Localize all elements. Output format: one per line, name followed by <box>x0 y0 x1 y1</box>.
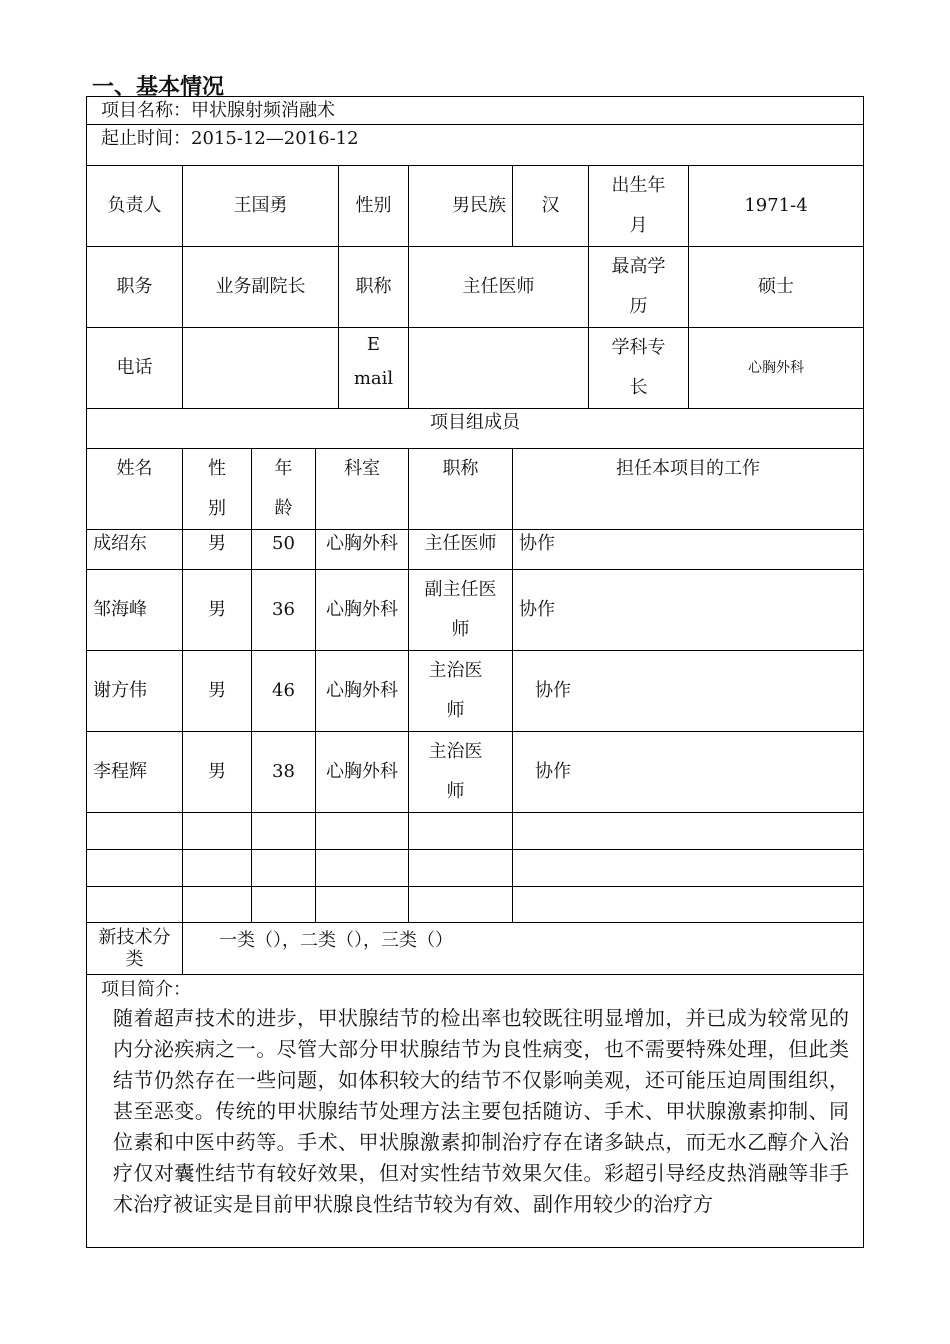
member-title: 主治医师 <box>409 732 513 813</box>
member-age: 50 <box>252 530 316 570</box>
project-name: 项目名称：甲状腺射频消融术 <box>87 97 864 125</box>
label-leader: 负责人 <box>87 166 183 247</box>
header-role: 担任本项目的工作 <box>513 449 864 530</box>
label-birth: 出生年月 <box>589 166 689 247</box>
header-name: 姓名 <box>87 449 183 530</box>
member-age: 46 <box>252 651 316 732</box>
leader-degree: 硕士 <box>689 247 864 328</box>
intro-cell <box>87 975 864 1248</box>
intro-paragraph: 随着超声技术的进步，甲状腺结节的检出率也较既往明显增加，并已成为较常见的内分泌疾病之一。尽管大部分甲状腺结节为良性病变，也不需要特殊处理，但此类结节仍然存在一些问题，如体积较大的结节不仅影响美观，还可能压迫周围组织，甚至恶变。传统的甲状腺结节处理方法主要包括随访、手术、甲状腺激素抑制、同位素和中医中药等。手术、甲状腺激素抑制治疗存在诸多缺点，而无水乙醇介入治疗仅对囊性结节有较好效果，但对实性结节效果欠佳。彩超引导经皮热消融等非手术治疗被证实是目前甲状腺良性结节较为有效、副作用较少的治疗方 <box>113 1006 849 1216</box>
leader-specialty: 心胸外科 <box>689 328 864 409</box>
member-title: 主任医师 <box>409 530 513 570</box>
intro-text <box>87 1001 863 1224</box>
header-title: 职称 <box>409 449 513 530</box>
member-title: 副主任医师 <box>409 570 513 651</box>
member-role: 协作 <box>513 651 864 732</box>
label-email-line2: mail <box>353 368 394 389</box>
section-heading: 一、基本情况 <box>92 75 225 100</box>
label-post: 职务 <box>87 247 183 328</box>
leader-title: 主任医师 <box>409 247 589 328</box>
member-name: 谢方伟 <box>87 651 183 732</box>
member-name: 成绍东 <box>87 530 183 570</box>
member-gender: 男 <box>183 570 252 651</box>
empty-row <box>87 813 864 850</box>
members-section-title: 项目组成员 <box>87 409 864 449</box>
header-dept: 科室 <box>316 449 409 530</box>
new-tech-options: 一类（），二类（），三类（） <box>183 923 864 975</box>
leader-birth: 1971-4 <box>689 166 864 247</box>
empty-row <box>87 887 864 923</box>
header-age: 年龄 <box>252 449 316 530</box>
label-email <box>339 328 409 409</box>
leader-gender-ethnic: 男民族 <box>409 166 513 247</box>
member-gender: 男 <box>183 651 252 732</box>
member-age: 36 <box>252 570 316 651</box>
leader-post: 业务副院长 <box>183 247 339 328</box>
leader-phone <box>183 328 339 409</box>
member-gender: 男 <box>183 732 252 813</box>
label-gender: 性别 <box>339 166 409 247</box>
member-dept: 心胸外科 <box>316 570 409 651</box>
project-period: 起止时间：2015-12—2016-12 <box>87 125 864 166</box>
member-dept: 心胸外科 <box>316 530 409 570</box>
member-row <box>87 530 864 570</box>
leader-ethnic: 汉 <box>513 166 589 247</box>
empty-row <box>87 850 864 887</box>
member-age: 38 <box>252 732 316 813</box>
member-row <box>87 732 864 813</box>
member-dept: 心胸外科 <box>316 732 409 813</box>
member-row <box>87 570 864 651</box>
member-name: 李程辉 <box>87 732 183 813</box>
label-title: 职称 <box>339 247 409 328</box>
member-dept: 心胸外科 <box>316 651 409 732</box>
basic-info-table <box>86 96 864 1248</box>
label-email-line1: E <box>366 334 381 355</box>
member-gender: 男 <box>183 530 252 570</box>
label-specialty: 学科专长 <box>589 328 689 409</box>
header-gender: 性别 <box>183 449 252 530</box>
leader-email <box>409 328 589 409</box>
intro-label: 项目简介： <box>101 979 191 1000</box>
member-role: 协作 <box>513 570 864 651</box>
member-role: 协作 <box>513 732 864 813</box>
member-title: 主治医师 <box>409 651 513 732</box>
leader-name: 王国勇 <box>183 166 339 247</box>
member-role: 协作 <box>513 530 864 570</box>
member-name: 邹海峰 <box>87 570 183 651</box>
new-tech-label: 新技术分类 <box>87 923 183 975</box>
member-row <box>87 651 864 732</box>
label-phone: 电话 <box>87 328 183 409</box>
label-degree: 最高学历 <box>589 247 689 328</box>
